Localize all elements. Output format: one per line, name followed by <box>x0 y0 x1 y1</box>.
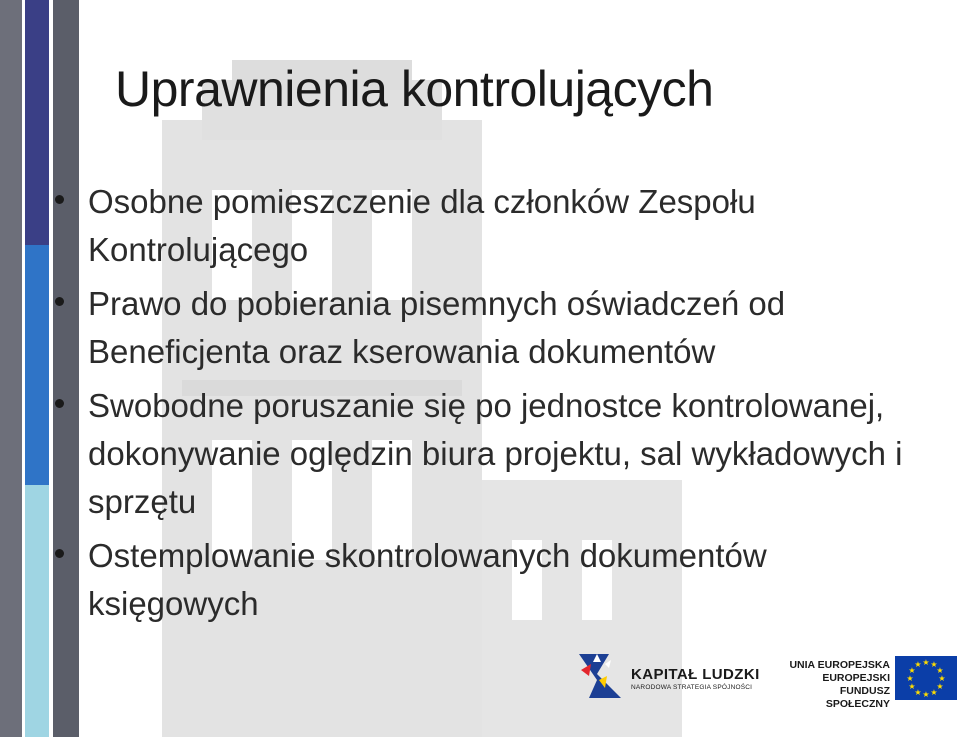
bullet-icon <box>55 195 64 204</box>
eu-name: UNIA EUROPEJSKA <box>789 659 890 671</box>
bullet-item <box>55 280 915 376</box>
svg-text:★: ★ <box>936 666 944 675</box>
kapital-ludzki-title: KAPITAŁ LUDZKI <box>631 666 760 683</box>
bullet-text: Osobne pomieszczenie dla członków Zespołu Kontrolującego <box>88 183 756 268</box>
svg-text:★: ★ <box>922 658 930 667</box>
svg-text:★: ★ <box>906 674 914 683</box>
bullet-icon <box>55 297 64 306</box>
bullet-icon <box>55 549 64 558</box>
bullet-item <box>55 382 915 526</box>
svg-text:★: ★ <box>930 688 938 697</box>
bullet-item <box>55 178 915 274</box>
bullet-icon <box>55 399 64 408</box>
bullet-text: Swobodne poruszanie się po jednostce kontrolowanej, dokonywanie oględzin biura projektu, sal wykładowych i sprzętu <box>88 387 903 520</box>
svg-text:★: ★ <box>938 674 946 683</box>
svg-text:★: ★ <box>914 688 922 697</box>
bullet-text: Ostemplowanie skontrolowanych dokumentów księgowych <box>88 537 767 622</box>
svg-text:★: ★ <box>936 682 944 691</box>
left-stripe-navy <box>25 0 49 245</box>
left-stripe-grey <box>0 0 22 737</box>
eu-fund-line1: EUROPEJSKI <box>822 672 890 684</box>
kapital-ludzki-subtitle: NARODOWA STRATEGIA SPÓJNOŚCI <box>631 684 753 691</box>
left-stripe-lightblue <box>25 485 49 737</box>
svg-text:★: ★ <box>922 690 930 699</box>
svg-text:★: ★ <box>914 660 922 669</box>
svg-text:★: ★ <box>908 666 916 675</box>
slide-title: Uprawnienia kontrolujących <box>115 61 714 117</box>
eu-flag-icon <box>895 656 957 700</box>
bullet-list <box>55 178 915 634</box>
bullet-item <box>55 532 915 628</box>
left-stripe-blue <box>25 245 49 485</box>
footer-logos <box>575 650 960 710</box>
svg-text:★: ★ <box>908 682 916 691</box>
eu-text-block <box>785 659 890 711</box>
eu-fund-line2: FUNDUSZ SPOŁECZNY <box>825 685 890 710</box>
kapital-ludzki-logo-icon <box>575 650 623 702</box>
bullet-text: Prawo do pobierania pisemnych oświadczeń od Beneficjenta oraz kserowania dokumentów <box>88 285 786 370</box>
svg-text:★: ★ <box>930 660 938 669</box>
